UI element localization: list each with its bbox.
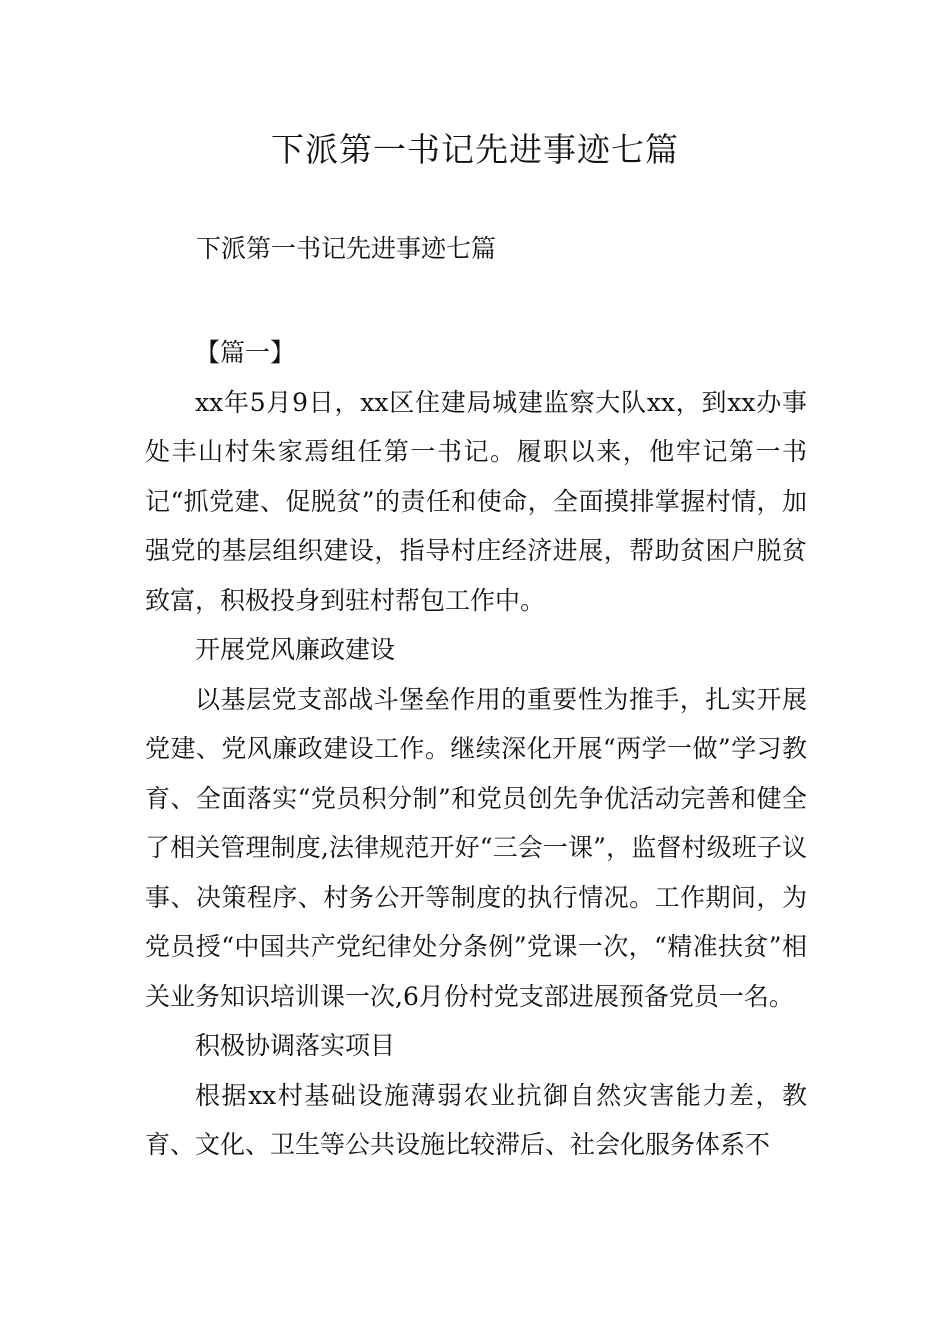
paragraph-intro: xx年5月9日，xx区住建局城建监察大队xx，到xx办事处丰山村朱家焉组任第一书记。履职以来，他牢记第一书记“抓党建、促脱贫”的责任和使命，全面摸排掌握村情，加强党的基层组织建设，指导村庄经济进展，帮助贫困户脱贫致富，积极投身到驻村帮包工作中。: [145, 387, 807, 615]
section-heading-part-one: 【篇一】: [195, 338, 296, 367]
document-subtitle: 下派第一书记先进事迹七篇: [196, 234, 497, 263]
document-title: 下派第一书记先进事迹七篇: [271, 130, 679, 169]
document-body: [145, 328, 807, 1170]
section-heading-projects: 积极协调落实项目: [195, 1031, 396, 1060]
paragraph-projects: 根据xx村基础设施薄弱农业抗御自然灾害能力差，教育、文化、卫生等公共设施比较滞后、社会化服务体系不: [145, 1080, 807, 1159]
section-heading-party-conduct: 开展党风廉政建设: [195, 635, 396, 664]
paragraph-party-conduct: 以基层党支部战斗堡垒作用的重要性为推手，扎实开展党建、党风廉政建设工作。继续深化开展“两学一做”学习教育、全面落实“党员积分制”和党员创先争优活动完善和健全了相关管理制度,法律规范开好“三会一课”，监督村级班子议事、决策程序、村务公开等制度的执行情况。工作期间，为党员授“中国共产党纪律处分条例”党课一次，“精准扶贫”相关业务知识培训课一次,6月份村党支部进展预备党员一名。: [145, 684, 807, 1011]
